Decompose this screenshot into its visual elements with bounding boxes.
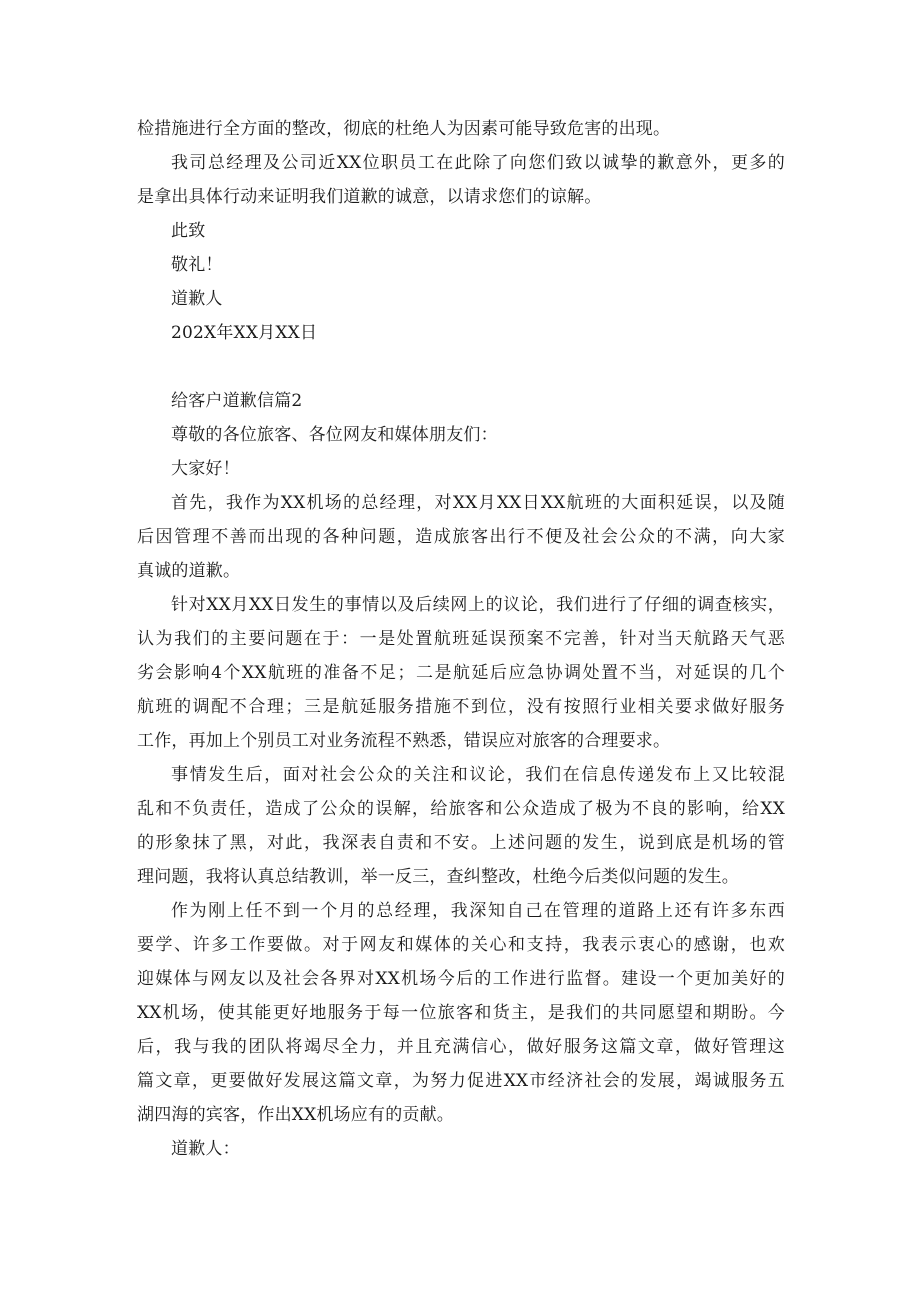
- text-line-content: 此致: [171, 221, 206, 241]
- text-line-content: 作为刚上任不到一个月的总经理，我深知自己在管理的道路上还有许多东西: [171, 901, 785, 921]
- text-line-content: 迎媒体与网友以及社会各界对XX机场今后的工作进行监督。建设一个更加美好的: [137, 969, 785, 989]
- text-line: [137, 180, 785, 214]
- text-line-content: 要学、许多工作要做。对于网友和媒体的关心和支持，我表示衷心的感谢，也欢: [137, 935, 785, 955]
- text-line-content: 乱和不负责任，造成了公众的误解，给旅客和公众造成了极为不良的影响，给XX: [137, 799, 785, 819]
- text-line: [137, 1132, 785, 1166]
- text-line-content: XX机场，使其能更好地服务于每一位旅客和货主，是我们的共同愿望和期盼。今: [137, 1003, 785, 1023]
- text-line: [137, 690, 785, 724]
- text-line-content: 道歉人: [171, 289, 223, 309]
- text-line: [137, 1064, 785, 1098]
- text-line-content: 湖四海的宾客，作出XX机场应有的贡献。: [137, 1105, 455, 1125]
- text-line: [137, 758, 785, 792]
- text-line-content: 我司总经理及公司近XX位职员工在此除了向您们致以诚挚的歉意外，更多的: [171, 153, 785, 173]
- text-line: [137, 622, 785, 656]
- text-line: [137, 214, 785, 248]
- text-line-content: 后因管理不善而出现的各种问题，造成旅客出行不便及社会公众的不满，向大家: [137, 527, 785, 547]
- text-line-content: 道歉人：: [171, 1139, 240, 1159]
- text-line-content: 是拿出具体行动来证明我们道歉的诚意，以请求您们的谅解。: [137, 187, 602, 207]
- text-line: [137, 792, 785, 826]
- text-line: [137, 282, 785, 316]
- letter-2: [137, 384, 785, 1166]
- text-line-content: 真诚的道歉。: [137, 561, 241, 581]
- text-line: [137, 486, 785, 520]
- text-line-content: 首先，我作为XX机场的总经理，对XX月XX日XX航班的大面积延误，以及随: [171, 493, 785, 513]
- text-line: [137, 316, 785, 350]
- text-line-content: 给客户道歉信篇2: [171, 391, 303, 411]
- text-line: [137, 112, 785, 146]
- section-gap: [137, 350, 785, 384]
- text-line: [137, 146, 785, 180]
- text-line: [137, 554, 785, 588]
- text-line: [137, 962, 785, 996]
- text-line-content: 大家好！: [171, 459, 240, 479]
- text-line: [137, 724, 785, 758]
- text-line-content: 202X年XX月XX日: [171, 323, 318, 343]
- text-line-content: 篇文章，更要做好发展这篇文章，为努力促进XX市经济社会的发展，竭诚服务五: [137, 1071, 785, 1091]
- letter-1-ending: [137, 112, 785, 350]
- document-body: [137, 112, 785, 1166]
- text-line: [137, 384, 785, 418]
- text-line-content: 认为我们的主要问题在于：一是处置航班延误预案不完善，针对当天航路天气恶: [137, 629, 785, 649]
- text-line-content: 航班的调配不合理；三是航延服务措施不到位，没有按照行业相关要求做好服务: [137, 697, 785, 717]
- text-line: [137, 894, 785, 928]
- text-line: [137, 248, 785, 282]
- text-line: [137, 452, 785, 486]
- text-line: [137, 928, 785, 962]
- text-line: [137, 588, 785, 622]
- text-line-content: 敬礼！: [171, 255, 223, 275]
- text-line-content: 理问题，我将认真总结教训，举一反三，查纠整改，杜绝今后类似问题的发生。: [137, 867, 739, 887]
- text-line: [137, 520, 785, 554]
- text-line-content: 的形象抹了黑，对此，我深表自责和不安。上述问题的发生，说到底是机场的管: [137, 833, 785, 853]
- text-line: [137, 1030, 785, 1064]
- text-line-content: 工作，再加上个别员工对业务流程不熟悉，错误应对旅客的合理要求。: [137, 731, 671, 751]
- text-line: [137, 860, 785, 894]
- text-line-content: 检措施进行全方面的整改，彻底的杜绝人为因素可能导致危害的出现。: [137, 119, 671, 139]
- text-line-content: 后，我与我的团队将竭尽全力，并且充满信心，做好服务这篇文章，做好管理这: [137, 1037, 785, 1057]
- text-line-content: 事情发生后，面对社会公众的关注和议论，我们在信息传递发布上又比较混: [171, 765, 785, 785]
- text-line: [137, 418, 785, 452]
- text-line: [137, 996, 785, 1030]
- text-line: [137, 1098, 785, 1132]
- text-line-content: 针对XX月XX日发生的事情以及后续网上的议论，我们进行了仔细的调查核实，: [171, 595, 785, 615]
- text-line: [137, 826, 785, 860]
- text-line-content: 劣会影响4个XX航班的准备不足；二是航延后应急协调处置不当，对延误的几个: [137, 663, 785, 683]
- text-line-content: 尊敬的各位旅客、各位网友和媒体朋友们：: [171, 425, 498, 445]
- text-line: [137, 656, 785, 690]
